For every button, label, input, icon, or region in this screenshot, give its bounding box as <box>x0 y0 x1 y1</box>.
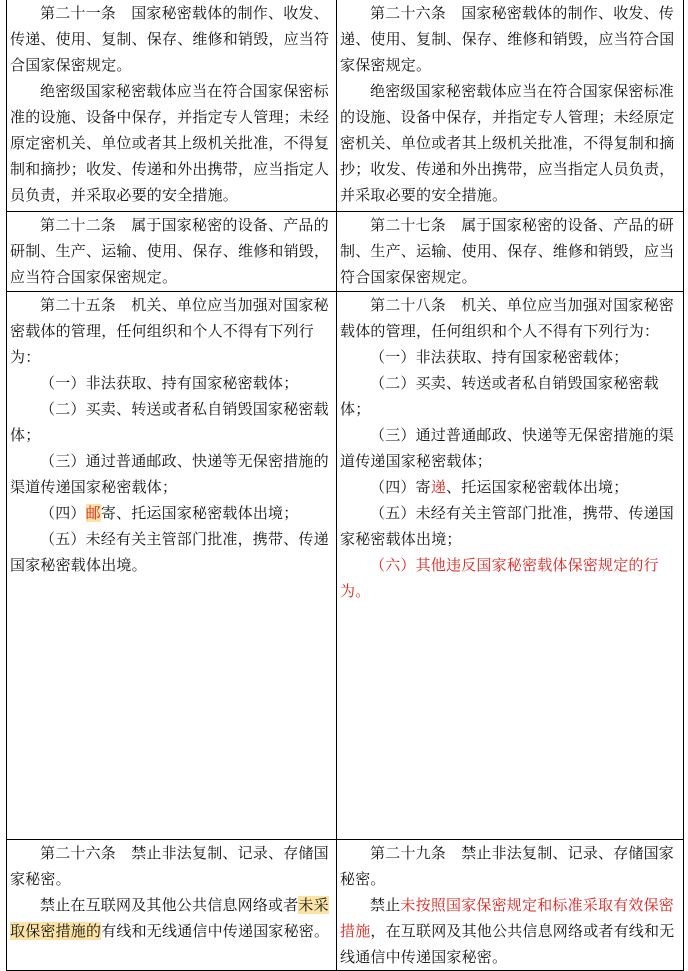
table-row <box>7 212 684 292</box>
text: 有线和无线通信中传递国家秘密。 <box>101 922 330 940</box>
paragraph: 第二十二条 属于国家秘密的设备、产品的研制、生产、运输、使用、保存、维修和销毁，应当符合国家保密规定。 <box>10 216 330 286</box>
text: 禁止在互联网及其他公共信息网络或者 <box>40 896 299 914</box>
list-item: （五）未经有关主管部门批准，携带、传递国家秘密载体出境； <box>340 504 675 548</box>
old-article-21 <box>7 0 337 212</box>
list-item <box>10 500 333 526</box>
paragraph <box>340 892 680 970</box>
list-item: （一）非法获取、持有国家秘密载体； <box>40 374 299 392</box>
highlighted-change: 未采取保密措施的 <box>10 896 329 940</box>
text: 禁止 <box>370 896 401 914</box>
list-item: （三）通过普通邮政、快递等无保密措施的渠道传递国家秘密载体； <box>10 452 329 496</box>
text: （四） <box>40 504 86 522</box>
table-row <box>7 292 684 840</box>
table-row <box>7 840 684 971</box>
list-item: （五）未经有关主管部门批准，携带、传递国家秘密载体出境。 <box>10 530 329 574</box>
table-row <box>7 0 684 212</box>
paragraph: 绝密级国家秘密载体应当在符合国家保密标准的设施、设备中保存，并指定专人管理；未经原定密机关、单位或者其上级机关批准，不得复制和摘抄；收发、传递和外出携带，应当指定人员负责，并采取必要的安全措施。 <box>10 82 330 204</box>
old-article-25 <box>7 292 337 840</box>
highlighted-change: 邮 <box>85 504 101 522</box>
text: 寄、托运国家秘密载体出境； <box>100 504 299 522</box>
paragraph: 第二十五条 机关、单位应当加强对国家秘密载体的管理，任何组织和个人不得有下列行为： <box>10 296 329 366</box>
paragraph: 第二十一条 国家秘密载体的制作、收发、传递、使用、复制、保存、维修和销毁，应当符合国家保密规定。 <box>10 4 330 74</box>
paragraph: 第二十六条 禁止非法复制、记录、存储国家秘密。 <box>10 844 329 888</box>
old-article-26 <box>7 840 337 971</box>
highlighted-change: 未按照国家保密规定和标准采取有效保密措施 <box>340 896 675 940</box>
new-article-29 <box>337 840 684 971</box>
paragraph: 第二十七条 属于国家秘密的设备、产品的研制、生产、运输、使用、保存、维修和销毁，应当符合国家保密规定。 <box>340 216 675 286</box>
paragraph: 第二十六条 国家秘密载体的制作、收发、传递、使用、复制、保存、维修和销毁，应当符合国家保密规定。 <box>340 4 675 74</box>
new-article-26 <box>337 0 684 212</box>
new-article-27 <box>337 212 684 292</box>
list-item <box>340 474 680 500</box>
list-item: （三）通过普通邮政、快递等无保密措施的渠道传递国家秘密载体； <box>340 426 675 470</box>
highlighted-change: 递 <box>430 478 447 496</box>
list-item: （二）买卖、转送或者私自销毁国家秘密载体； <box>340 374 659 418</box>
new-list-item: （六）其他违反国家秘密载体保密规定的行为。 <box>340 556 659 600</box>
list-item: （一）非法获取、持有国家秘密载体； <box>370 348 629 366</box>
paragraph: 第二十八条 机关、单位应当加强对国家秘密载体的管理，任何组织和个人不得有下列行为： <box>340 296 675 340</box>
text: （四）寄 <box>370 478 431 496</box>
old-article-22 <box>7 212 337 292</box>
paragraph <box>10 892 333 944</box>
new-article-28 <box>337 292 684 840</box>
list-item: （二）买卖、转送或者私自销毁国家秘密载体； <box>10 400 329 444</box>
paragraph: 绝密级国家秘密载体应当在符合国家保密标准的设施、设备中保存，并指定专人管理；未经原定密机关、单位或者其上级机关批准，不得复制和摘抄；收发、传递和外出携带，应当指定人员负责，并采取必要的安全措施。 <box>340 82 675 204</box>
text: ，在互联网及其他公共信息网络或者有线和无线通信中传递国家秘密。 <box>340 922 675 966</box>
paragraph: 第二十九条 禁止非法复制、记录、存储国家秘密。 <box>340 844 675 888</box>
law-comparison-table <box>6 0 684 971</box>
text: 、托运国家秘密载体出境； <box>446 478 629 496</box>
